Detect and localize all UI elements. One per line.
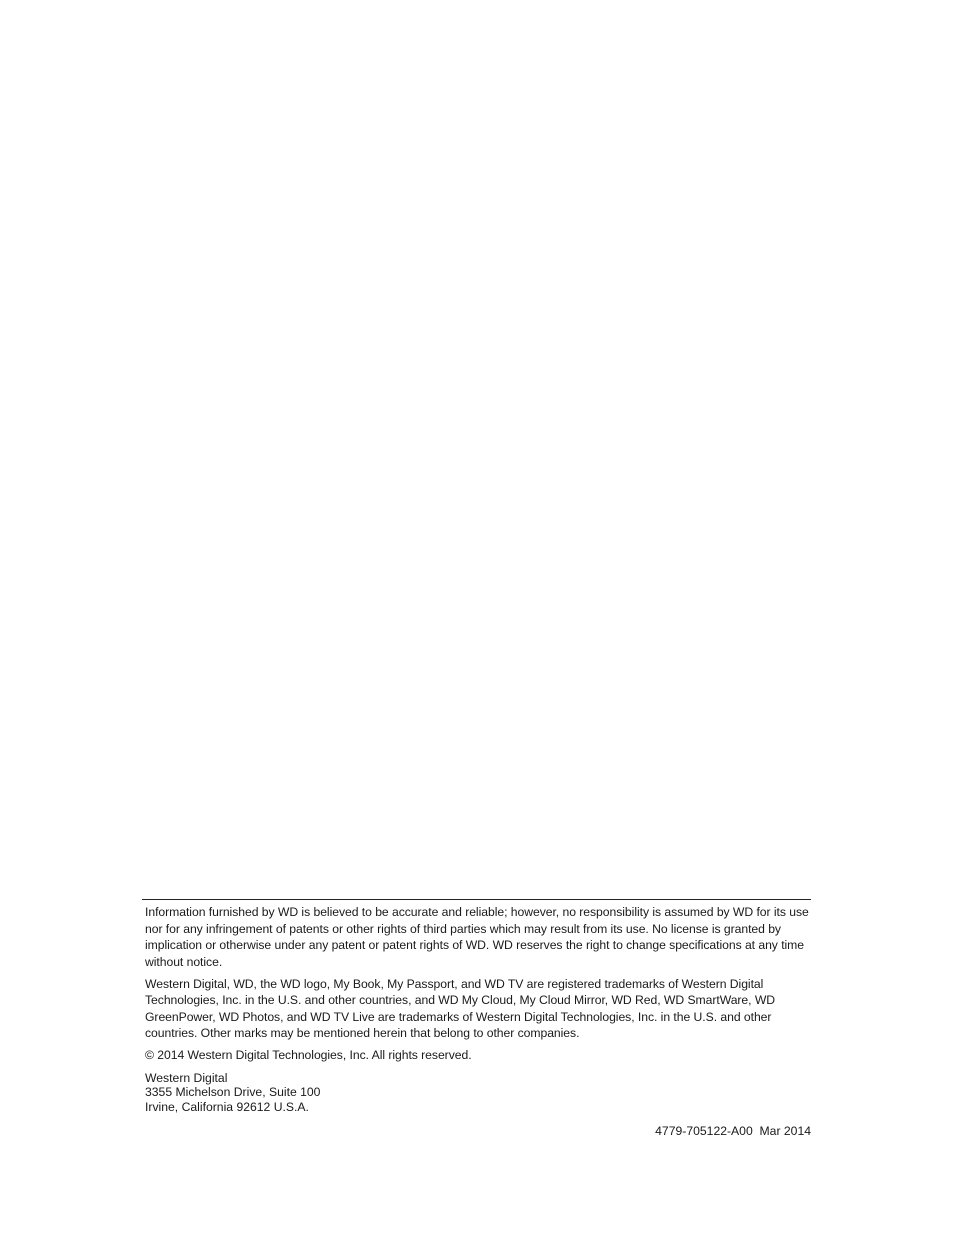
company-address [142,1071,811,1115]
address-company: Western Digital [145,1070,228,1085]
address-city: Irvine, California 92612 U.S.A. [145,1099,309,1114]
information-notice: Information furnished by WD is believed to be accurate and reliable; however, no responsibility is assumed by WD for its use nor for any infringement of patents or other rights of third parties which may result from its use. No license is granted by implication or otherwise under any patent or patent rights of WD. WD reserves the right to change specifications at any time without notice. [145,905,809,969]
footer-divider [142,899,811,900]
legal-footer [142,899,811,1139]
copyright-notice: © 2014 Western Digital Technologies, Inc. All rights reserved. [145,1048,472,1062]
document-number: 4779-705122-A00 Mar 2014 [655,1124,811,1138]
address-street: 3355 Michelson Drive, Suite 100 [145,1085,321,1099]
trademark-notice: Western Digital, WD, the WD logo, My Book, My Passport, and WD TV are registered trademarks of Western Digital Technologies, Inc. in the U.S. and other countries, and WD My Cloud, My Cloud Mirror, WD Red, WD SmartWare, WD GreenPower, WD Photos, and WD TV Live are trademarks of Western Digital Technologies, Inc. in the U.S. and other countries. Other marks may be mentioned herein that belong to other companies. [145,976,776,1040]
